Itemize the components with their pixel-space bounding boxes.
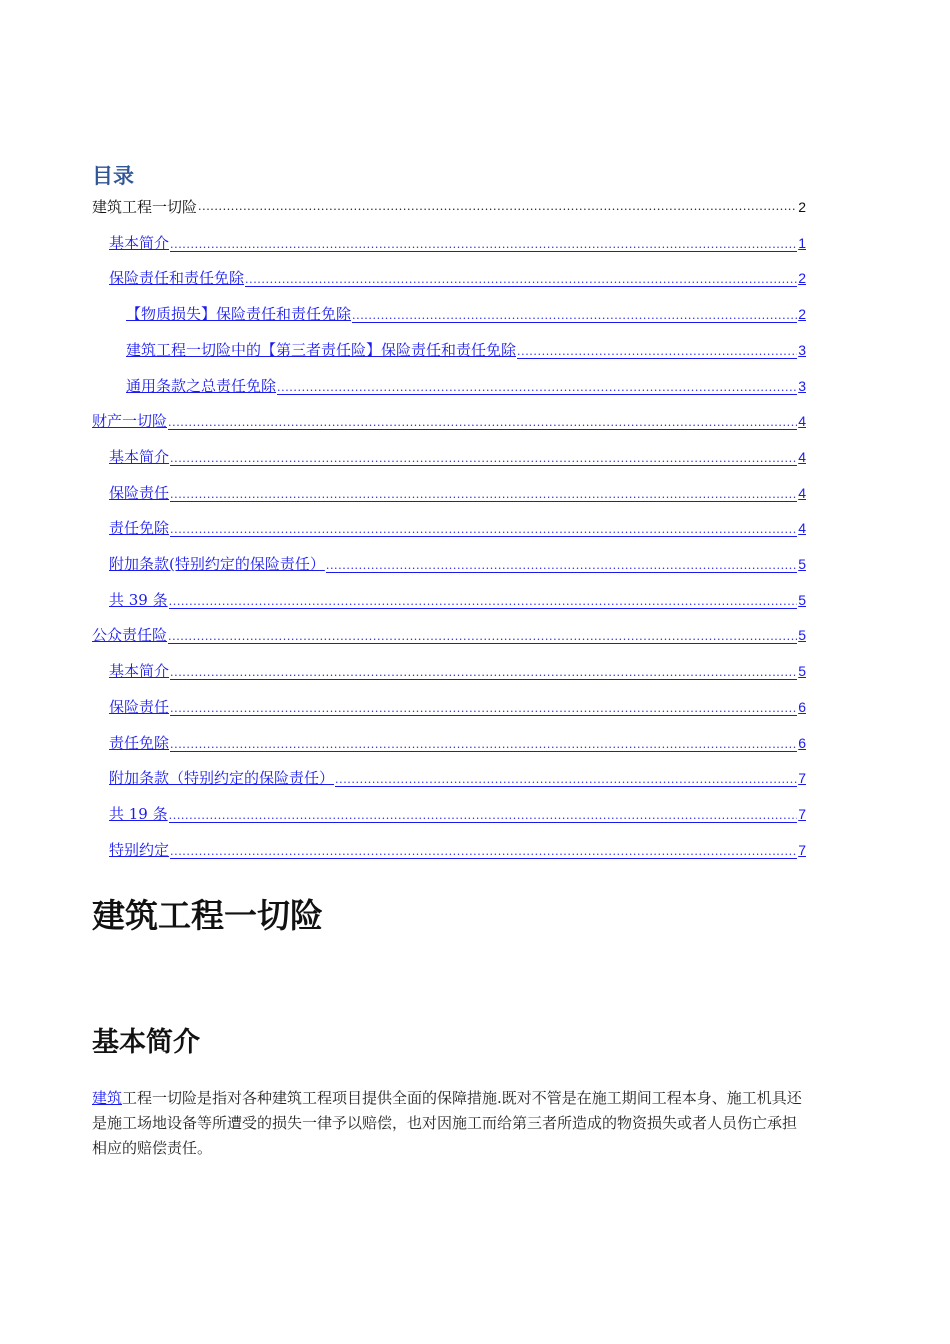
toc-page-number: 2 xyxy=(798,199,806,215)
toc-entry-title: 财产一切险 xyxy=(92,412,168,431)
toc-entry-title: 建筑工程一切险 xyxy=(92,198,198,216)
toc-dot-leader xyxy=(352,305,797,323)
toc-dot-leader xyxy=(517,341,797,359)
intro-paragraph xyxy=(92,1086,802,1161)
toc-page-number: 4 xyxy=(798,484,806,501)
toc-entry[interactable] xyxy=(109,585,806,609)
toc-entry[interactable] xyxy=(109,799,806,823)
toc-dot-leader xyxy=(277,377,797,395)
toc-page-number: 4 xyxy=(798,413,806,430)
toc-page-number: 5 xyxy=(798,556,806,572)
paragraph-text: 工程一切险是指对各种建筑工程项目提供全面的保障措施.既对不管是在施工期间工程本身、施工机具还是施工场地设备等所遭受的损失一律予以赔偿，也对因施工而给第三者所造成的物资损失或者人员伤亡承担相应的赔偿责任。 xyxy=(92,1089,802,1157)
paragraph-link[interactable]: 建筑 xyxy=(92,1089,123,1107)
toc-entry[interactable] xyxy=(109,478,806,502)
toc-dot-leader xyxy=(169,805,798,823)
toc-entry[interactable] xyxy=(92,406,806,430)
toc-entry[interactable] xyxy=(109,513,806,537)
toc-dot-leader xyxy=(170,734,797,752)
toc-dot-leader xyxy=(326,555,797,573)
toc-entry-title: 公众责任险 xyxy=(92,626,168,645)
toc-entry[interactable] xyxy=(109,442,806,466)
toc-dot-leader xyxy=(168,626,797,644)
toc-entry[interactable] xyxy=(109,835,806,859)
toc-entry[interactable] xyxy=(109,263,806,287)
toc-entry-title: 责任免除 xyxy=(109,733,170,752)
toc-dot-leader xyxy=(170,698,797,716)
toc-dot-leader xyxy=(170,448,797,466)
toc-page-number: 7 xyxy=(798,805,806,822)
toc-page-number: 3 xyxy=(798,377,806,394)
toc-entry[interactable] xyxy=(126,371,806,395)
toc-page-number: 4 xyxy=(798,520,806,537)
toc-entry[interactable] xyxy=(109,728,806,752)
toc-entry[interactable] xyxy=(109,692,806,716)
toc-page-number: 3 xyxy=(798,341,806,358)
toc-dot-leader xyxy=(170,519,797,537)
toc-entry[interactable] xyxy=(126,335,806,359)
toc-entry-title: 基本简介 xyxy=(109,662,170,681)
toc-entry[interactable] xyxy=(109,228,806,252)
toc-entry-title: 基本简介 xyxy=(109,233,170,252)
toc-page-number: 2 xyxy=(798,306,806,323)
toc-page-number: 5 xyxy=(798,627,806,644)
toc-dot-leader xyxy=(169,591,798,609)
toc-entry xyxy=(92,192,806,216)
toc-page-number: 4 xyxy=(798,448,806,465)
toc-page-number: 1 xyxy=(798,234,806,251)
subsection-title: 基本简介 xyxy=(92,1027,200,1058)
toc-entry-title: 附加条款(特别约定的保险责任） xyxy=(109,555,325,573)
toc-page-number: 7 xyxy=(798,841,806,858)
toc-page-number: 5 xyxy=(798,591,806,608)
toc-entry-title: 保险责任和责任免除 xyxy=(109,269,245,288)
toc-page-number: 5 xyxy=(798,663,806,680)
toc-entry-title: 责任免除 xyxy=(109,519,170,538)
toc-dot-leader xyxy=(170,234,797,252)
toc-entry[interactable] xyxy=(126,299,806,323)
toc-page-number: 6 xyxy=(798,698,806,715)
toc-entry-title: 通用条款之总责任免除 xyxy=(126,376,277,395)
toc-entry-title: 建筑工程一切险中的【第三者责任险】保险责任和责任免除 xyxy=(126,340,517,359)
toc-dot-leader xyxy=(335,769,797,787)
toc-dot-leader xyxy=(170,662,797,680)
section-title: 建筑工程一切险 xyxy=(92,896,323,935)
toc-page-number: 7 xyxy=(798,770,806,787)
toc-dot-leader xyxy=(198,196,797,216)
toc-entry-title: 【物质损失】保险责任和责任免除 xyxy=(126,305,352,324)
toc-dot-leader xyxy=(168,412,797,430)
toc-entry-title: 附加条款（特别约定的保险责任） xyxy=(109,769,335,788)
toc-entry-title: 保险责任 xyxy=(109,697,170,716)
toc-entry-title: 基本简介 xyxy=(109,447,170,466)
toc-dot-leader xyxy=(170,484,797,502)
toc-entry-title: 共 19 条 xyxy=(109,804,168,823)
toc-heading: 目录 xyxy=(92,164,134,188)
toc-entry-title: 特别约定 xyxy=(109,840,170,859)
toc-dot-leader xyxy=(245,269,797,287)
toc-entry-title: 保险责任 xyxy=(109,483,170,502)
toc-page-number: 2 xyxy=(798,270,806,287)
toc-entry-title: 共 39 条 xyxy=(109,590,168,609)
toc-page-number: 6 xyxy=(798,734,806,751)
toc-entry[interactable] xyxy=(109,549,806,573)
toc-entry[interactable] xyxy=(92,620,806,644)
toc-entry[interactable] xyxy=(109,656,806,680)
toc-dot-leader xyxy=(170,841,797,859)
toc-entry[interactable] xyxy=(109,763,806,787)
